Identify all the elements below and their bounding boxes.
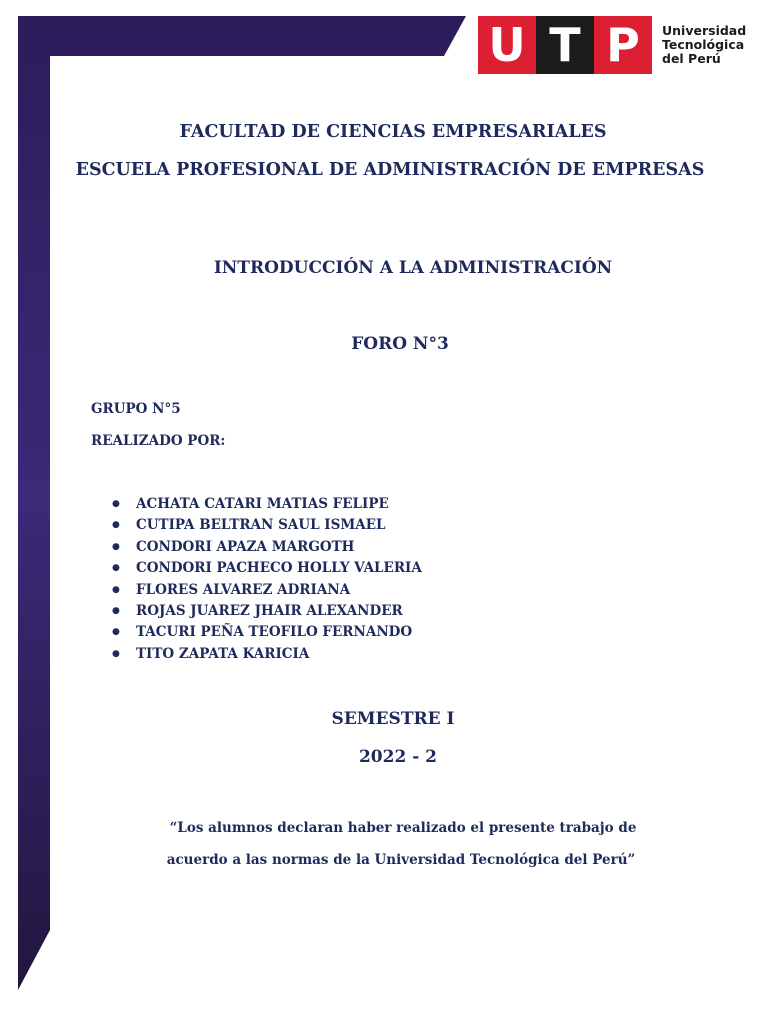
list-item [112, 622, 422, 643]
faculty-heading: FACULTAD DE CIENCIAS EMPRESARIALES [179, 122, 607, 142]
list-item [112, 494, 422, 515]
logo-letter-p: P [594, 16, 652, 74]
member-list [112, 494, 422, 665]
utp-logo [478, 16, 748, 74]
list-item [112, 580, 422, 601]
member-name: ROJAS JUAREZ JHAIR ALEXANDER [136, 602, 403, 619]
list-item [112, 537, 422, 558]
course-title: INTRODUCCIÓN A LA ADMINISTRACIÓN [213, 258, 613, 278]
bullet-icon: ● [112, 499, 120, 509]
member-name: CONDORI PACHECO HOLLY VALERIA [136, 560, 422, 577]
list-item [112, 558, 422, 579]
group-label: GRUPO N°5 [91, 401, 181, 417]
logo-wordmark [662, 24, 748, 66]
school-heading: ESCUELA PROFESIONAL DE ADMINISTRACIÓN DE EMPRESAS [75, 160, 705, 180]
bullet-icon: ● [112, 648, 120, 659]
semester-label: SEMESTRE I [331, 709, 455, 729]
list-item [112, 601, 422, 622]
list-item [112, 644, 422, 665]
member-name: ACHATA CATARI MATIAS FELIPE [136, 496, 389, 512]
logo-line-1: Universidad [662, 23, 747, 38]
bullet-icon: ● [112, 520, 120, 531]
bullet-icon: ● [112, 541, 120, 552]
assignment-title: FORO N°3 [351, 334, 449, 354]
member-name: CONDORI APAZA MARGOTH [136, 538, 355, 555]
bullet-icon: ● [112, 627, 120, 638]
declaration-line-1: “Los alumnos declaran haber realizado el presente trabajo de [169, 820, 637, 836]
bullet-icon: ● [112, 584, 120, 595]
declaration-line-2: acuerdo a las normas de la Universidad Tecnológica del Perú” [166, 852, 636, 868]
bullet-icon: ● [112, 605, 120, 616]
list-item [112, 515, 422, 536]
logo-line-3: del Perú [662, 51, 721, 66]
member-name: TITO ZAPATA KARICIA [136, 645, 310, 662]
made-by-label: REALIZADO POR: [91, 433, 226, 449]
member-name: CUTIPA BELTRAN SAUL ISMAEL [136, 517, 386, 534]
bullet-icon: ● [112, 563, 120, 574]
logo-letter-u: U [478, 16, 536, 74]
member-name: FLORES ALVAREZ ADRIANA [136, 581, 351, 598]
period-label: 2022 - 2 [358, 747, 438, 767]
logo-letter-t: T [536, 16, 594, 74]
member-name: TACURI PEÑA TEOFILO FERNANDO [136, 624, 413, 641]
logo-line-2: Tecnológica [662, 37, 745, 52]
